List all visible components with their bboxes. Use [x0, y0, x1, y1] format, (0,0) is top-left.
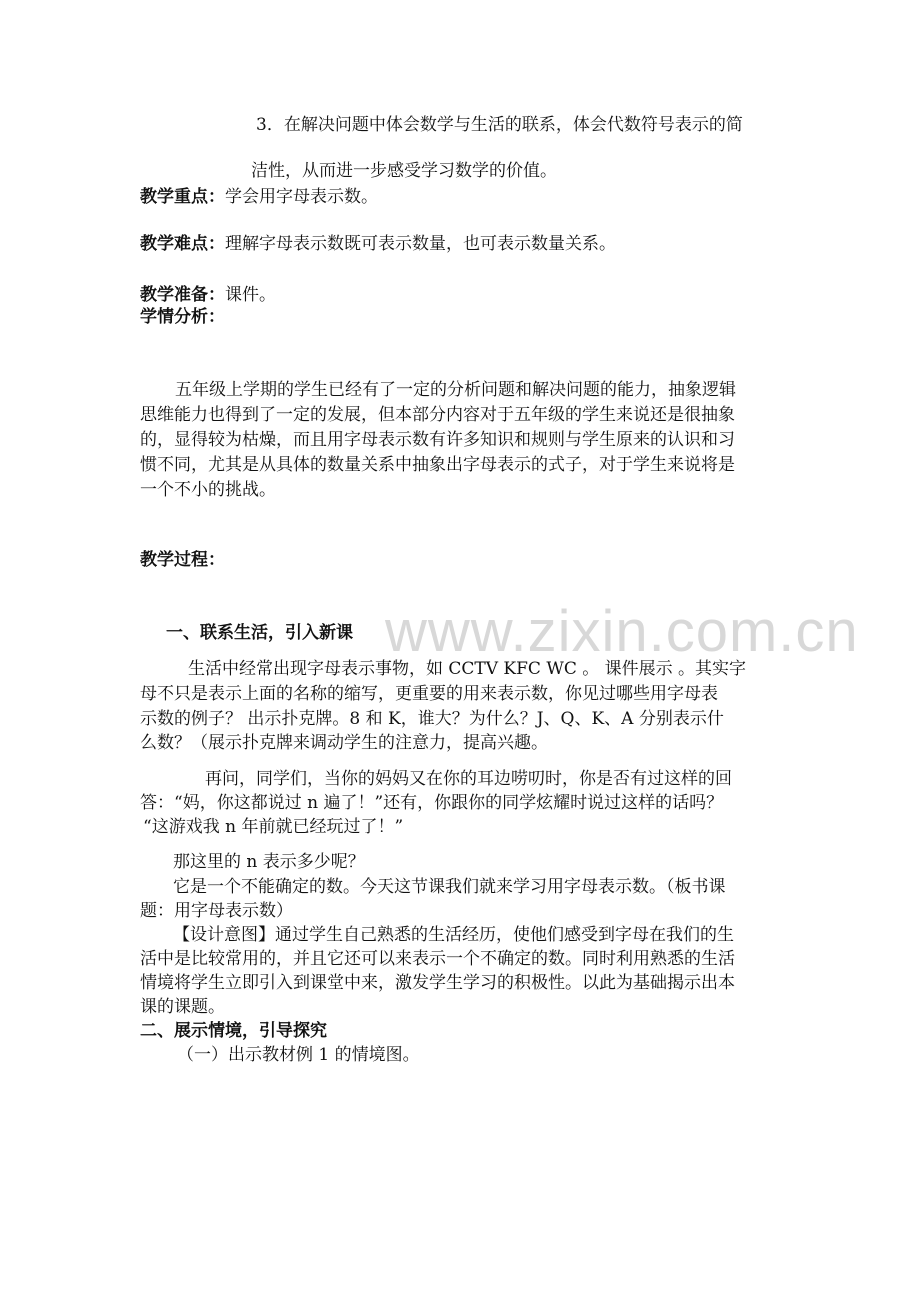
- design-intent-line: 【设计意图】通过学生自己熟悉的生活经历，使他们感受到字母在我们的生: [173, 925, 734, 945]
- analysis-line: 的，显得较为枯燥，而且用字母表示数有许多知识和规则与学生原来的认识和习: [140, 430, 735, 450]
- section1-p2-line: “这游戏我 n 年前就已经玩过了！”: [143, 817, 404, 837]
- section1-p1-line: 母不只是表示上面的名称的缩写，更重要的用来表示数，你见过哪些用字母表: [140, 684, 718, 704]
- section1-heading: 一、联系生活，引入新课: [166, 623, 353, 643]
- section1-p4-line: 它是一个不能确定的数。今天这节课我们就来学习用字母表示数。（板书课: [173, 877, 726, 897]
- watermark: www.zixin.com.cn: [385, 599, 859, 664]
- preparation-text: 课件。: [225, 285, 276, 305]
- section1-p4-line: 题：用字母表示数）: [140, 901, 293, 921]
- key-point-text: 学会用字母表示数。: [225, 187, 378, 207]
- design-intent-line: 活中是比较常用的，并且它还可以来表示一个不确定的数。同时利用熟悉的生活: [140, 949, 735, 969]
- key-point-label: 教学重点：: [140, 187, 225, 207]
- process-label: 教学过程：: [140, 550, 225, 570]
- difficulty: [140, 233, 616, 255]
- analysis-line: 五年级上学期的学生已经有了一定的分析问题和解决问题的能力，抽象逻辑: [175, 380, 736, 400]
- analysis-line: 一个不小的挑战。: [140, 480, 276, 500]
- difficulty-label: 教学难点：: [140, 234, 225, 254]
- section1-p3: 那这里的 n 表示多少呢？: [173, 852, 365, 872]
- section1-p1-line: 示数的例子？ 出示扑克牌。8 和 K，谁大？为什么？J、Q、K、A 分别表示什: [140, 709, 724, 729]
- section2-heading: 二、展示情境，引导探究: [140, 1021, 327, 1041]
- key-point: [140, 186, 378, 208]
- section2-sub1: （一）出示教材例 1 的情境图。: [177, 1045, 420, 1065]
- difficulty-text: 理解字母表示数既可表示数量，也可表示数量关系。: [225, 234, 616, 254]
- objective-line-1: 3．在解决问题中体会数学与生活的联系，体会代数符号表示的简: [256, 115, 743, 135]
- section1-p2-line: 再问，同学们，当你的妈妈又在你的耳边唠叨时，你是否有过这样的回: [205, 769, 732, 789]
- section1-p2-line: 答：“妈，你这都说过 n 遍了！”还有，你跟你的同学炫耀时说过这样的话吗？: [140, 793, 724, 813]
- analysis-line: 思维能力也得到了一定的发展，但本部分内容对于五年级的学生来说还是很抽象: [140, 405, 735, 425]
- objective-line-2: 洁性，从而进一步感受学习数学的价值。: [251, 161, 557, 181]
- section1-p1-line: 么数？（展示扑克牌来调动学生的注意力，提高兴趣。: [140, 733, 548, 753]
- preparation: [140, 284, 276, 306]
- analysis-label: 学情分析：: [140, 307, 225, 327]
- section1-p1-line: 生活中经常出现字母表示事物，如 CCTV KFC WC 。 课件展示 。其实字: [188, 659, 747, 679]
- preparation-label: 教学准备：: [140, 285, 225, 305]
- design-intent-line: 课的课题。: [140, 997, 225, 1017]
- analysis-line: 惯不同，尤其是从具体的数量关系中抽象出字母表示的式子，对于学生来说将是: [140, 455, 735, 475]
- design-intent-line: 情境将学生立即引入到课堂中来，激发学生学习的积极性。以此为基础揭示出本: [140, 973, 735, 993]
